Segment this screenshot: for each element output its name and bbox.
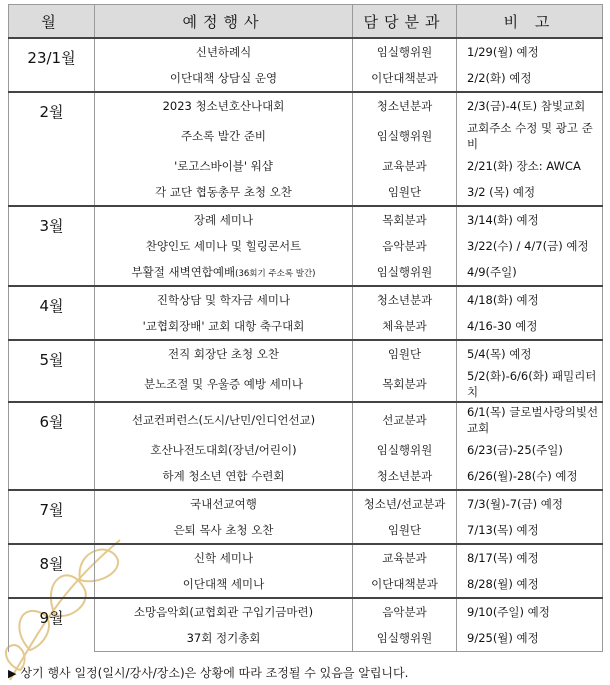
event-text: 국내선교여행: [190, 497, 257, 511]
event-cell: [95, 367, 353, 402]
dept-cell: 교육분과: [353, 153, 457, 179]
event-text: 분노조절 및 우울증 예방 세미나: [143, 377, 304, 391]
note-cell: 9/25(월) 예정: [457, 625, 603, 652]
event-cell: [95, 65, 353, 92]
table-row: [9, 65, 603, 92]
note-cell: 4/18(화) 예정: [457, 286, 603, 313]
dept-cell: 목회분과: [353, 206, 457, 233]
dept-cell: 선교분과: [353, 402, 457, 437]
event-cell: [95, 206, 353, 233]
schedule-body: [9, 38, 603, 652]
event-cell: [95, 233, 353, 259]
event-cell: [95, 119, 353, 153]
event-text: 부활절 새벽연합예배: [131, 265, 236, 279]
note-cell: 5/4(목) 예정: [457, 340, 603, 367]
footer-note: [8, 664, 408, 681]
event-cell: [95, 463, 353, 490]
table-row: [9, 517, 603, 544]
month-cell: 5월: [9, 340, 95, 402]
event-cell: [95, 544, 353, 571]
table-row: [9, 571, 603, 598]
header-row: [9, 5, 603, 39]
event-text: 하계 청소년 연합 수련회: [162, 469, 285, 483]
dept-cell: 체육분과: [353, 313, 457, 340]
note-cell: 3/2 (목) 예정: [457, 179, 603, 206]
note-cell: 8/28(월) 예정: [457, 571, 603, 598]
event-text: '로고스바이블' 워샵: [174, 159, 273, 173]
event-text: 전직 회장단 초청 오찬: [168, 347, 279, 361]
dept-cell: 청소년분과: [353, 463, 457, 490]
dept-cell: 음악분과: [353, 598, 457, 625]
event-cell: [95, 490, 353, 517]
month-cell: 3월: [9, 206, 95, 286]
note-cell: 6/1(목) 글로벌사랑의빛선교회: [457, 402, 603, 437]
table-row: [9, 313, 603, 340]
table-row: [9, 38, 603, 65]
table-row: [9, 92, 603, 119]
event-cell: [95, 313, 353, 340]
month-cell: 23/1월: [9, 38, 95, 92]
header-note: 비 고: [457, 5, 603, 39]
note-cell: 2/3(금)-4(토) 참빛교회: [457, 92, 603, 119]
triangle-bullet-icon: ▶: [8, 667, 17, 680]
month-cell: 4월: [9, 286, 95, 340]
table-row: [9, 286, 603, 313]
event-cell: [95, 340, 353, 367]
dept-cell: 청소년/선교분과: [353, 490, 457, 517]
note-cell: 1/29(월) 예정: [457, 38, 603, 65]
event-cell: [95, 286, 353, 313]
event-text: 각 교단 협동총무 초청 오찬: [155, 185, 292, 199]
event-text: 은퇴 목사 초청 오찬: [173, 523, 274, 537]
event-text: 찬양인도 세미나 및 힐링콘서트: [145, 239, 302, 253]
event-cell: [95, 598, 353, 625]
event-text: 선교컨퍼런스(도시/난민/인디언선교): [131, 413, 316, 427]
note-cell: 6/23(금)-25(주일): [457, 437, 603, 463]
note-cell: 4/16-30 예정: [457, 313, 603, 340]
month-cell: 2월: [9, 92, 95, 206]
event-text: 장례 세미나: [193, 213, 254, 227]
event-text: '교협회장배' 교회 대항 축구대회: [142, 319, 305, 333]
dept-cell: 이단대책분과: [353, 65, 457, 92]
schedule-table: [8, 4, 603, 652]
event-cell: [95, 179, 353, 206]
event-cell: [95, 402, 353, 437]
header-event: 예정행사: [95, 5, 353, 39]
event-cell: [95, 153, 353, 179]
event-text: 소망음악회(교협회관 구입기금마련): [133, 605, 314, 619]
event-cell: [95, 259, 353, 286]
table-row: [9, 490, 603, 517]
note-cell: 3/14(화) 예정: [457, 206, 603, 233]
dept-cell: 청소년분과: [353, 286, 457, 313]
header-month: 월: [9, 5, 95, 39]
note-cell: 2/21(화) 장소: AWCA: [457, 153, 603, 179]
dept-cell: 임원단: [353, 517, 457, 544]
event-text: 진학상담 및 학자금 세미나: [156, 293, 291, 307]
header-dept: 담당분과: [353, 5, 457, 39]
dept-cell: 임실행위원: [353, 437, 457, 463]
event-text: 신년하례식: [195, 45, 252, 59]
table-row: [9, 402, 603, 437]
note-cell: 8/17(목) 예정: [457, 544, 603, 571]
table-row: [9, 206, 603, 233]
note-cell: 7/3(월)-7(금) 예정: [457, 490, 603, 517]
footer-text: 상기 행사 일정(일시/강사/장소)은 상황에 따라 조정될 수 있음을 알립니다.: [20, 666, 409, 680]
month-cell: 7월: [9, 490, 95, 544]
dept-cell: 교육분과: [353, 544, 457, 571]
event-text: 이단대책 상담실 운영: [169, 71, 278, 85]
dept-cell: 이단대책분과: [353, 571, 457, 598]
event-cell: [95, 92, 353, 119]
note-cell: 3/22(수) / 4/7(금) 예정: [457, 233, 603, 259]
table-row: [9, 119, 603, 153]
table-row: [9, 367, 603, 402]
table-row: [9, 233, 603, 259]
event-text: 2023 청소년호산나대회: [162, 99, 285, 113]
dept-cell: 임실행위원: [353, 625, 457, 652]
event-subtext: (36회기 주소록 발간): [235, 269, 316, 279]
dept-cell: 임원단: [353, 340, 457, 367]
table-row: [9, 463, 603, 490]
event-cell: [95, 571, 353, 598]
event-text: 호산나전도대회(장년/어린이): [150, 443, 297, 457]
note-cell: 교회주소 수정 및 광고 준비: [457, 119, 603, 153]
table-row: [9, 153, 603, 179]
note-cell: 9/10(주일) 예정: [457, 598, 603, 625]
month-cell: 8월: [9, 544, 95, 598]
dept-cell: 목회분과: [353, 367, 457, 402]
dept-cell: 임실행위원: [353, 119, 457, 153]
event-cell: [95, 437, 353, 463]
dept-cell: 음악분과: [353, 233, 457, 259]
event-text: 이단대책 세미나: [182, 577, 265, 591]
dept-cell: 임원단: [353, 179, 457, 206]
event-cell: [95, 38, 353, 65]
month-cell: 9월: [9, 598, 95, 652]
table-row: [9, 437, 603, 463]
table-row: [9, 598, 603, 625]
event-cell: [95, 625, 353, 652]
month-cell: 6월: [9, 402, 95, 490]
table-row: [9, 340, 603, 367]
note-cell: 2/2(화) 예정: [457, 65, 603, 92]
dept-cell: 임실행위원: [353, 38, 457, 65]
table-row: [9, 259, 603, 286]
note-cell: 5/2(화)-6/6(화) 패밀리터치: [457, 367, 603, 402]
note-cell: 4/9(주일): [457, 259, 603, 286]
note-cell: 7/13(목) 예정: [457, 517, 603, 544]
dept-cell: 청소년분과: [353, 92, 457, 119]
note-cell: 6/26(월)-28(수) 예정: [457, 463, 603, 490]
dept-cell: 임실행위원: [353, 259, 457, 286]
event-cell: [95, 517, 353, 544]
event-text: 37회 정기총회: [186, 631, 261, 645]
event-text: 주소록 발간 준비: [180, 129, 267, 143]
table-row: [9, 544, 603, 571]
table-row: [9, 625, 603, 652]
event-text: 신학 세미나: [193, 551, 254, 565]
table-row: [9, 179, 603, 206]
